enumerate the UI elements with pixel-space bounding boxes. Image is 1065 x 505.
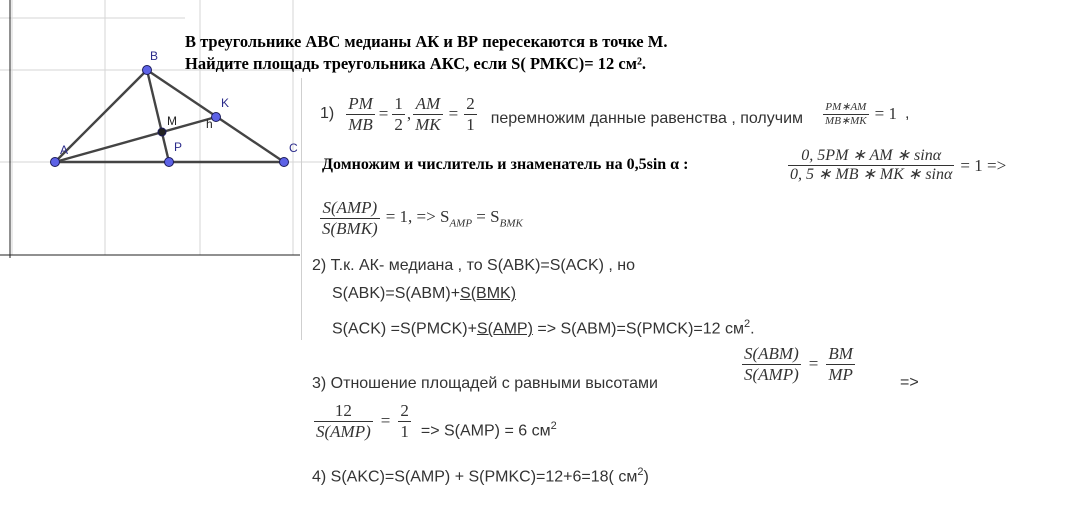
sub-amp: AMP [449, 217, 473, 230]
point-c [280, 158, 289, 167]
equals-sign: = [808, 354, 819, 374]
solution-border [301, 78, 302, 340]
fraction-bm-mp [826, 344, 855, 384]
fraction-den: 2 [394, 114, 403, 134]
equals-sign: = [378, 104, 389, 124]
step4-close: ) [643, 468, 649, 486]
comma: , [406, 104, 412, 124]
area-equality [386, 207, 523, 229]
fraction-den: 1 [400, 421, 409, 441]
step2-line3-b: S(AMP) [476, 320, 533, 338]
fraction-num: BM [828, 344, 853, 363]
fraction-one-half [392, 94, 405, 134]
point-m [158, 128, 166, 136]
fraction-num: PM∗AM [825, 100, 867, 113]
point-a [51, 158, 60, 167]
label-a: A [60, 143, 69, 157]
step1-number: 1) [320, 105, 335, 123]
problem-line-1: В треугольнике АВС медианы АК и ВР пересекаются в точке М. [185, 32, 668, 51]
equals-sign: = [448, 104, 459, 124]
multiply-text: перемножим данные равенства , получим [490, 110, 804, 128]
point-p [165, 158, 174, 167]
step2-line3-a: S(ACK) =S(PMCK)+ [332, 320, 477, 338]
fraction-num: 0, 5PM ∗ AM ∗ sinα [801, 147, 942, 164]
fraction-num: S(ABM) [744, 344, 799, 363]
area-ratio-row [318, 198, 523, 238]
fraction-pm-mb [346, 94, 375, 134]
fraction-num: S(AMP) [322, 198, 378, 217]
fraction-sin [788, 147, 954, 185]
equals-sign: = [380, 411, 391, 431]
fraction-2-1 [398, 401, 411, 441]
fraction-num: AM [415, 94, 441, 113]
step2-line-2 [332, 285, 516, 303]
big-equals: = 1 => [960, 155, 1007, 175]
area-eq-part2: = S [472, 206, 500, 226]
step4-line [312, 466, 649, 486]
fraction-12-amp [314, 401, 373, 441]
area-eq-part1: = 1, => S [385, 206, 450, 226]
fraction-den: MP [828, 364, 853, 384]
step4-sup: 2 [637, 466, 644, 478]
product-equals: = 1 [874, 104, 897, 124]
fraction-den: MB∗MK [825, 114, 867, 127]
step3-result-sup: 2 [550, 419, 557, 432]
label-b: B [150, 49, 159, 63]
fraction-product [823, 101, 869, 127]
step2-line-3 [332, 318, 755, 338]
label-p: P [174, 140, 183, 154]
fraction-den: S(BMK) [322, 218, 378, 238]
label-c: C [289, 141, 298, 155]
fraction-num: 12 [334, 401, 352, 420]
sub-bmk: BMK [499, 217, 523, 230]
fraction-area-amp-bmk [320, 198, 380, 238]
step2-line2-b: S(BMK) [460, 285, 517, 302]
point-b [143, 66, 152, 75]
step1-row [320, 94, 909, 134]
fraction-am-mk [413, 94, 443, 134]
step3-proportion [312, 401, 557, 441]
fraction-den: MB [348, 114, 373, 134]
step3-text: 3) Отношение площадей с равными высотами [312, 375, 658, 392]
step4-text: 4) S(AKC)=S(AMP) + S(PMKC)=12+6=18( см [312, 468, 638, 486]
multiply-sin-text: Домножим и числитель и знаменатель на 0,5sin α : [322, 156, 689, 173]
fraction-den: MK [415, 114, 441, 134]
label-k: K [221, 96, 230, 110]
fraction-abm-amp [742, 344, 801, 384]
big-fraction-row [786, 147, 1006, 185]
step3-arrow: => [900, 374, 919, 391]
fraction-num: PM [348, 94, 373, 113]
label-m: M [167, 114, 177, 128]
fraction-num: 2 [466, 94, 475, 113]
step3-ratio [740, 344, 857, 384]
problem-line-2: Найдите площадь треугольника АКС, если S( РМКС)= 12 см². [185, 54, 647, 73]
step2-line3-sup: 2 [743, 318, 751, 330]
comma: , [904, 105, 910, 123]
step2-line-1: 2) Т.к. АК- медиана , то S(ABK)=S(ACK) , но [312, 257, 636, 274]
fraction-num: 1 [394, 94, 403, 113]
fraction-den: S(AMP) [316, 421, 371, 441]
step3-result-text: => S(AMP) = 6 см [420, 422, 551, 440]
step2-line3-c: => S(ABM)=S(PMCK)=12 см [532, 320, 744, 338]
fraction-num: 2 [400, 401, 409, 420]
step2-line3-end: . [750, 320, 755, 338]
fraction-den: S(AMP) [744, 364, 799, 384]
fraction-den: 0, 5 ∗ MB ∗ MK ∗ sinα [790, 166, 953, 184]
fraction-two-one [464, 94, 477, 134]
fraction-den: 1 [466, 114, 475, 134]
point-k [212, 113, 221, 122]
step2-line2-a: S(ABK)=S(ABM)+ [332, 285, 461, 302]
label-h: h [206, 117, 213, 131]
step3-result [421, 420, 557, 440]
